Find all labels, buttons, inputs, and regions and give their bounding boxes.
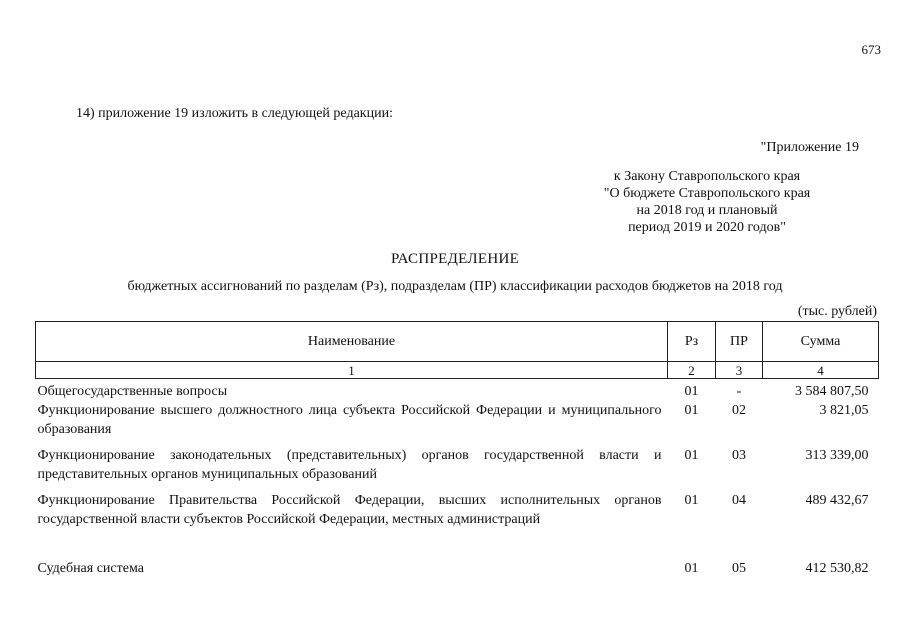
header-rz: Рз <box>668 322 716 362</box>
appendix-reference <box>557 168 857 236</box>
row-pr: 04 <box>732 493 746 508</box>
table-column-numbers <box>36 362 879 379</box>
row-pr: - <box>736 384 742 399</box>
table-row <box>36 439 879 484</box>
column-number: 2 <box>668 362 716 379</box>
row-name: Судебная система <box>37 561 144 576</box>
units-label: (тыс. рублей) <box>797 304 877 319</box>
row-sum: 313 339,00 <box>805 448 869 463</box>
row-rz: 01 <box>684 561 699 576</box>
table-row <box>36 379 879 402</box>
column-number: 4 <box>763 362 879 379</box>
table-row <box>36 484 879 529</box>
row-name: Функционирование законодательных (представительных) органов государственной власти и представительных органов муниципальных образований <box>37 448 662 482</box>
page-number: 673 <box>861 42 881 57</box>
row-rz: 01 <box>684 384 699 399</box>
header-name: Наименование <box>36 322 668 362</box>
appendix-line: "О бюджете Ставропольского края <box>603 186 811 201</box>
table-header-row <box>36 322 879 362</box>
appendix-line: к Закону Ставропольского края <box>613 169 801 184</box>
row-name: Общегосударственные вопросы <box>37 384 228 399</box>
row-sum: 412 530,82 <box>805 561 869 576</box>
row-rz: 01 <box>684 448 699 463</box>
appendix-title: "Приложение 19 <box>760 140 859 155</box>
table-row <box>36 401 879 439</box>
row-sum: 3 584 807,50 <box>795 384 869 399</box>
row-name: Функционирование Правительства Российской Федерации, высших исполнительных органов государственной власти субъектов Российской Федерации, местных администраций <box>37 493 662 527</box>
row-sum: 3 821,05 <box>819 403 869 418</box>
column-number: 1 <box>36 362 668 379</box>
table-row <box>36 529 879 578</box>
column-number: 3 <box>716 362 763 379</box>
header-pr: ПР <box>716 322 763 362</box>
header-sum: Сумма <box>763 322 879 362</box>
document-subtitle: бюджетных ассигнований по разделам (Рз), подразделам (ПР) классификации расходов бюджетов на 2018 год <box>127 279 783 294</box>
document-title: РАСПРЕДЕЛЕНИЕ <box>390 251 520 267</box>
budget-table <box>35 321 879 578</box>
row-name: Функционирование высшего должностного лица субъекта Российской Федерации и муниципального образования <box>37 403 662 437</box>
row-pr: 05 <box>732 561 746 576</box>
appendix-line: на 2018 год и плановый <box>636 203 778 218</box>
row-rz: 01 <box>684 403 699 418</box>
intro-text: 14) приложение 19 изложить в следующей редакции: <box>76 106 393 121</box>
row-sum: 489 432,67 <box>805 493 869 508</box>
row-pr: 03 <box>732 448 746 463</box>
row-rz: 01 <box>684 493 699 508</box>
appendix-line: период 2019 и 2020 годов" <box>628 220 786 235</box>
row-pr: 02 <box>732 403 746 418</box>
